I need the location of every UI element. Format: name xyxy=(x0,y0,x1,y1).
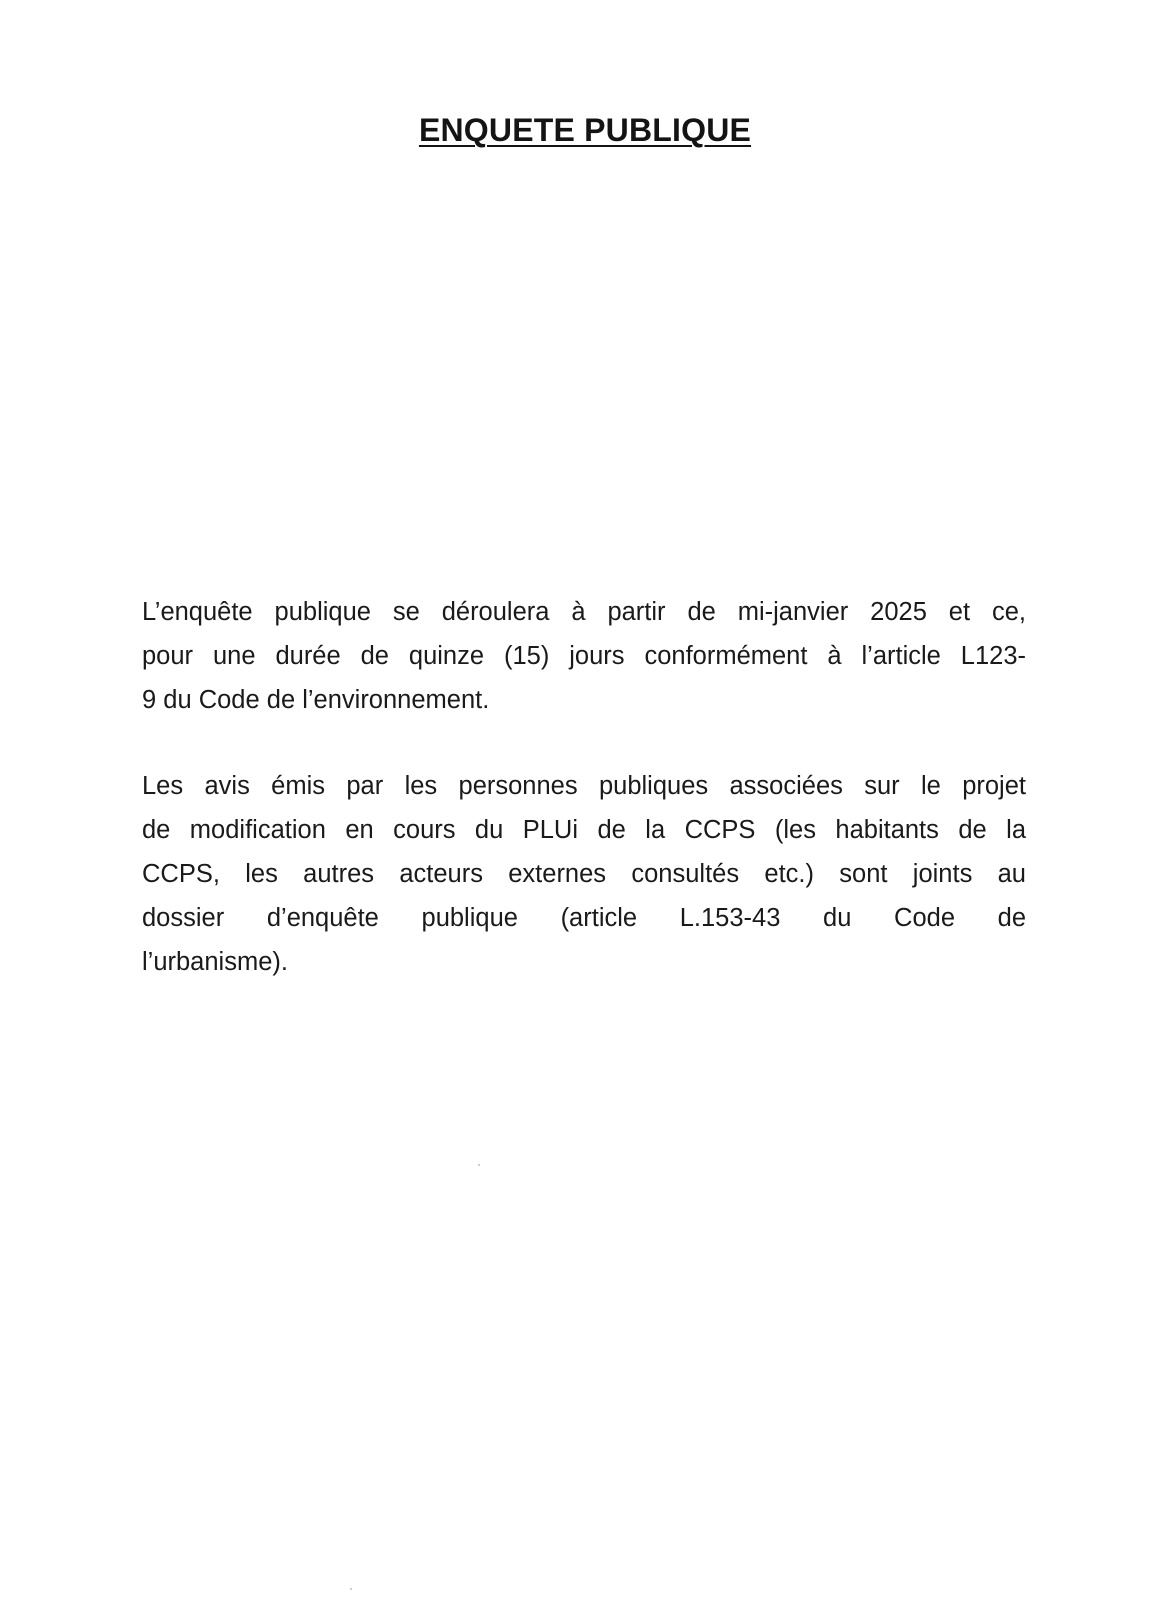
paragraph-line: dossier d’enquête publique (article L.153-43 du Code de xyxy=(142,904,1026,932)
scan-speck xyxy=(478,1164,480,1166)
paragraph-line: pour une durée de quinze (15) jours conformément à l’article L123- xyxy=(142,642,1026,670)
paragraph-line: de modification en cours du PLUi de la CCPS (les habitants de la xyxy=(142,816,1026,844)
paragraph-line: 9 du Code de l’environnement. xyxy=(142,686,490,714)
paragraph-survey-schedule xyxy=(142,590,1026,722)
document-title xyxy=(0,112,1170,149)
paragraph-line: l’urbanisme). xyxy=(142,948,288,976)
paragraph-line: L’enquête publique se déroulera à partir de mi-janvier 2025 et ce, xyxy=(142,598,1026,626)
paragraph-public-opinions xyxy=(142,764,1026,984)
paragraph-line: Les avis émis par les personnes publiques associées sur le projet xyxy=(142,772,1026,800)
document-title-text: ENQUETE PUBLIQUE xyxy=(418,112,752,148)
paragraph-line: CCPS, les autres acteurs externes consultés etc.) sont joints au xyxy=(142,860,1026,888)
scan-speck xyxy=(350,1588,352,1590)
